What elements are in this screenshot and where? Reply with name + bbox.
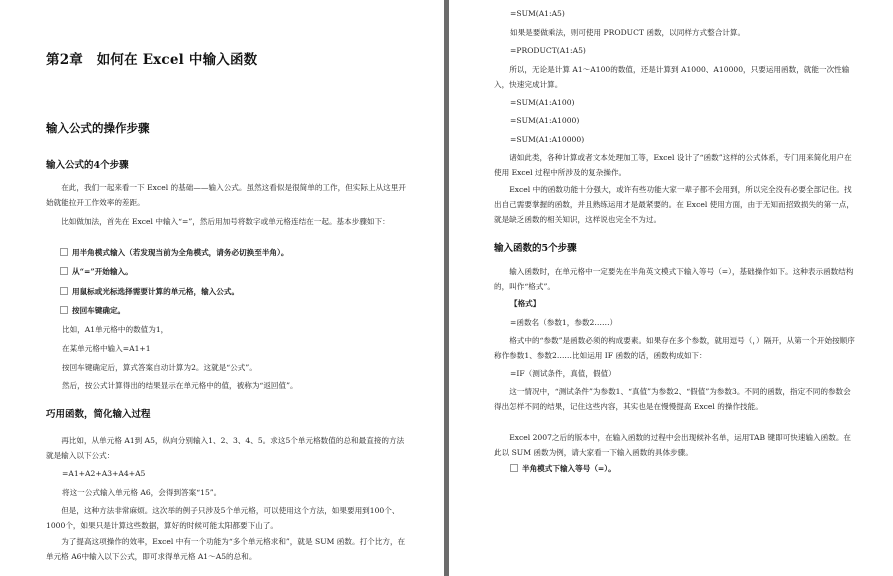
formula-line: =PRODUCT(A1:A5) <box>510 46 586 55</box>
paragraph: 这一情况中，“测试条件”为参数1、“真值”为参数2、“假值”为参数3。不同的函数，指定不同的参数会得出怎样不同的结果，记住这些内容，其实也是在慢慢提高 Excel 的操作技能。 <box>494 387 851 411</box>
formula-line: =SUM(A1:A100) <box>510 98 575 107</box>
step-text: 半角模式下输入等号（=）。 <box>522 464 616 473</box>
formula-line: =SUM(A1:A10000) <box>510 135 585 144</box>
paragraph: 再比如，从单元格 A1到 A5，纵向分别输入1、2、3、4、5。求这5个单元格数值的总和最直接的方法就是输入以下公式： <box>46 436 405 460</box>
example-line: 在某单元格中输入=A1+1 <box>62 344 151 353</box>
paragraph: 但是，这种方法非常麻烦。这次举的例子只涉及5个单元格，可以使用这个方法，如果要用到100个、1000个，如果只是计算这些数据，算好的时候可能太阳都要下山了。 <box>46 506 400 530</box>
formula-line: =IF（测试条件，真值，假值） <box>510 369 616 378</box>
paragraph: 输入函数时，在单元格中一定要先在半角英文模式下输入等号（=），基础操作如下。这种表示函数结构的，叫作“格式”。 <box>494 267 854 291</box>
checkbox-icon <box>60 287 68 295</box>
paragraph: Excel 中的函数功能十分强大，或许有些功能大家一辈子都不会用到，所以完全没有必要全部记住。找出自己需要掌握的函数，并且熟练运用才是最紧要的。在 Excel 使用方面，由于无知而招致损失的第一点，就是缺乏函数的相关知识，这样说也完全不为过。 <box>494 185 854 224</box>
example-line: 比如，A1单元格中的数值为1， <box>62 325 169 334</box>
paragraph: 比如做加法，首先在 Excel 中输入“=”，然后用加号将数字或单元格连结在一起。基本步骤如下： <box>61 217 390 226</box>
step-item <box>60 264 133 279</box>
chapter-title: 第2章 如何在 Excel 中输入函数 <box>46 52 258 68</box>
paragraph: 如果是要做乘法，则可使用 PRODUCT 函数，以同样方式整合计算。 <box>510 28 746 37</box>
paragraph: 将这一公式输入单元格 A6，会得到答案“15”。 <box>62 488 222 497</box>
step-text: 按回车键确定。 <box>72 306 126 315</box>
checkbox-icon <box>510 464 518 472</box>
paragraph: 诸如此类，各种计算或者文本处理加工等，Excel 设计了“函数”这样的公式体系，专门用来简化用户在使用 Excel 过程中所涉及的复杂操作。 <box>494 153 852 177</box>
step-item <box>60 284 239 299</box>
paragraph: 所以，无论是计算 A1～A100的数值，还是计算到 A1000、A10000，只要运用函数，就能一次性输入，快速完成计算。 <box>494 65 850 89</box>
checkbox-icon <box>60 267 68 275</box>
checkbox-icon <box>60 306 68 314</box>
step-text: 用半角模式输入（若发现当前为全角模式，请务必切换至半角）。 <box>72 248 289 257</box>
step-item <box>60 303 125 318</box>
format-line: =函数名（参数1，参数2……） <box>510 318 618 327</box>
paragraph: 为了提高这项操作的效率，Excel 中有一个功能为“多个单元格求和”，就是 SUM 函数。打个比方，在单元格 A6中输入以下公式，即可求得单元格 A1～A5的总和。 <box>46 537 406 561</box>
paragraph: 在此，我们一起来看一下 Excel 的基础——输入公式。虽然这看似是很简单的工作，但实际上从这里开始就能拉开工作效率的差距。 <box>46 183 406 207</box>
subsection-title-four-steps: 输入公式的4个步骤 <box>46 160 129 171</box>
step-item <box>510 461 616 476</box>
step-text: 从“=”开始输入。 <box>72 267 133 276</box>
formula-line: =SUM(A1:A5) <box>510 9 565 18</box>
checkbox-icon <box>60 248 68 256</box>
example-line: 按回车键确定后，算式答案自动计算为2。这就是“公式”。 <box>62 363 257 372</box>
format-label: 【格式】 <box>510 299 541 308</box>
step-text: 用鼠标或光标选择需要计算的单元格，输入公式。 <box>72 287 240 296</box>
formula-line: =SUM(A1:A1000) <box>510 116 580 125</box>
example-line: 然后，按公式计算得出的结果显示在单元格中的值，被称为“返回值”。 <box>62 381 298 390</box>
section-title-input-formula: 输入公式的操作步骤 <box>46 121 150 135</box>
right-page <box>449 0 893 576</box>
subsection-title-functions: 巧用函数，简化输入过程 <box>46 409 151 420</box>
step-item <box>60 245 288 260</box>
left-page <box>0 0 444 576</box>
paragraph: Excel 2007之后的版本中，在输入函数的过程中会出现候补名单，运用TAB 键即可快速输入函数。在此以 SUM 函数为例，请大家看一下输入函数的具体步骤。 <box>494 433 852 457</box>
paragraph: 格式中的“参数”是函数必须的构成要素。如果存在多个参数，就用逗号（，）隔开，从第一个开始按顺序称作参数1、参数2……比如运用 IF 函数的话，函数构成如下： <box>494 336 855 360</box>
subsection-title-five-steps: 输入函数的5个步骤 <box>494 243 577 254</box>
formula-line: =A1+A2+A3+A4+A5 <box>62 469 146 478</box>
